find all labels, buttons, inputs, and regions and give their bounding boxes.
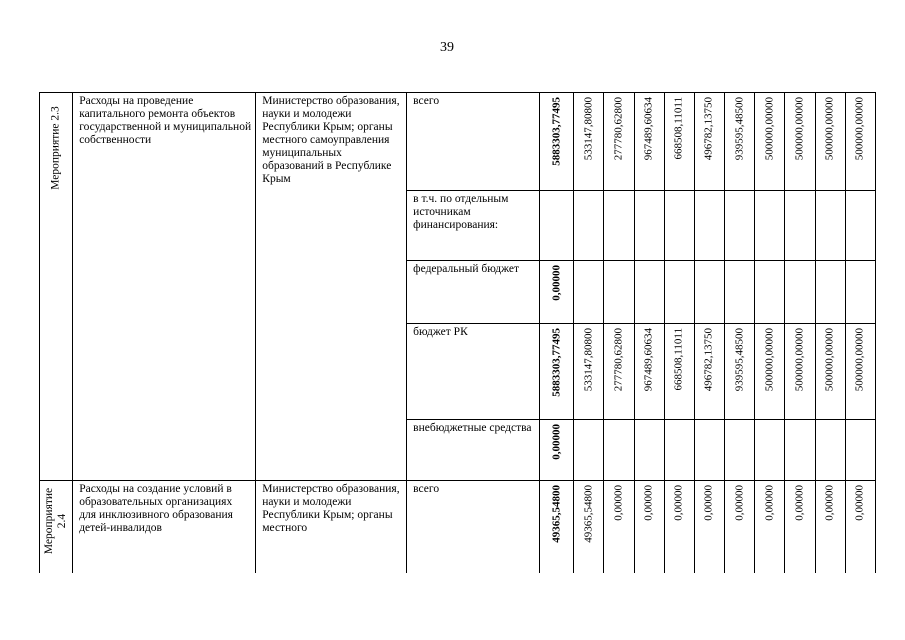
total-amount-cell (539, 420, 573, 481)
year-amount-cell (725, 420, 755, 481)
amount-value: 939595,48500 (733, 97, 746, 161)
funding-source: внебюджетные средства (413, 422, 532, 434)
year-amount-cell (664, 93, 694, 191)
amount-value: 500000,00000 (823, 328, 836, 392)
funding-source: бюджет РК (413, 326, 468, 338)
total-amount-cell (539, 324, 573, 420)
year-amount-cell (815, 191, 845, 261)
year-amount-cell (634, 481, 664, 573)
year-amount-cell (574, 420, 604, 481)
amount-value: 0,00000 (702, 485, 715, 521)
year-amount-cell (634, 261, 664, 324)
amount-value: 496782,13750 (702, 328, 715, 392)
amount-value: 500000,00000 (793, 97, 806, 161)
amount-value: 49365,54800 (582, 485, 595, 543)
amount-value: 0,00000 (763, 485, 776, 521)
year-amount-cell (845, 191, 875, 261)
measure-code (43, 488, 69, 554)
year-amount-cell (725, 191, 755, 261)
funding-source: в т.ч. по отдельным источникам финансирования: (413, 193, 509, 231)
year-amount-cell (815, 420, 845, 481)
year-amount-cell (845, 481, 875, 573)
amount-value: 0,00000 (853, 485, 866, 521)
amount-value: 277780,62800 (612, 328, 625, 392)
funding-source-cell (407, 420, 540, 481)
executor-text: Министерство образования, науки и молодежи Республики Крым; органы местного (262, 483, 400, 534)
year-amount-cell (755, 420, 785, 481)
year-amount-cell (694, 420, 724, 481)
year-amount-cell (574, 481, 604, 573)
funding-source: федеральный бюджет (413, 263, 520, 275)
amount-value: 668508,11011 (672, 97, 685, 160)
year-amount-cell (845, 261, 875, 324)
amount-value: 967489,60634 (642, 328, 655, 392)
year-amount-cell (845, 324, 875, 420)
year-amount-cell (785, 481, 815, 573)
amount-value: 500000,00000 (793, 328, 806, 392)
year-amount-cell (694, 93, 724, 191)
amount-value: 500000,00000 (853, 328, 866, 392)
year-amount-cell (604, 324, 634, 420)
total-amount-cell (539, 93, 573, 191)
amount-value: 0,00000 (672, 485, 685, 521)
year-amount-cell (815, 93, 845, 191)
amount-value: 0,00000 (612, 485, 625, 521)
table-row (40, 93, 876, 191)
year-amount-cell (785, 324, 815, 420)
year-amount-cell (815, 261, 845, 324)
year-amount-cell (634, 191, 664, 261)
amount-value: 496782,13750 (702, 97, 715, 161)
year-amount-cell (725, 93, 755, 191)
funding-source: всего (413, 483, 440, 495)
year-amount-cell (725, 481, 755, 573)
amount-value: 500000,00000 (853, 97, 866, 161)
measure-code: Мероприятие 2.3 (49, 106, 62, 190)
amount-value: 0,00000 (793, 485, 806, 521)
year-amount-cell (725, 261, 755, 324)
total-amount-cell (539, 481, 573, 573)
year-amount-cell (694, 324, 724, 420)
year-amount-cell (664, 191, 694, 261)
amount-value: 0,00000 (823, 485, 836, 521)
amount-value: 500000,00000 (763, 97, 776, 161)
funding-source-cell (407, 481, 540, 573)
year-amount-cell (574, 324, 604, 420)
amount-value: 277780,62800 (612, 97, 625, 161)
measure-name: Расходы на создание условий в образовательных организациях для инклюзивного образования детей-инвалидов (79, 483, 233, 534)
measure-code-line: Мероприятие (43, 487, 56, 555)
year-amount-cell (785, 420, 815, 481)
year-amount-cell (755, 481, 785, 573)
year-amount-cell (664, 481, 694, 573)
year-amount-cell (604, 93, 634, 191)
year-amount-cell (845, 420, 875, 481)
budget-table (39, 92, 876, 573)
amount-value: 500000,00000 (763, 328, 776, 392)
funding-source-cell (407, 324, 540, 420)
amount-value: 500000,00000 (823, 97, 836, 161)
year-amount-cell (574, 93, 604, 191)
amount-value: 0,00000 (733, 485, 746, 521)
amount-value: 0,00000 (642, 485, 655, 521)
year-amount-cell (755, 261, 785, 324)
funding-source: всего (413, 95, 440, 107)
year-amount-cell (664, 261, 694, 324)
year-amount-cell (574, 191, 604, 261)
measure-name: Расходы на проведение капитального ремонта объектов государственной и муниципальной собственности (79, 95, 252, 146)
year-amount-cell (725, 324, 755, 420)
amount-value: 49365,54800 (550, 485, 563, 543)
year-amount-cell (604, 191, 634, 261)
table-row (40, 481, 876, 573)
year-amount-cell (785, 93, 815, 191)
amount-value: 939595,48500 (733, 328, 746, 392)
executor-cell (256, 481, 407, 573)
executor-text: Министерство образования, науки и молодежи Республики Крым; органы местного самоуправления муниципальных образований в Республике Крым (262, 95, 400, 185)
year-amount-cell (785, 191, 815, 261)
year-amount-cell (604, 420, 634, 481)
measure-name-cell (73, 93, 256, 481)
year-amount-cell (785, 261, 815, 324)
amount-value: 5883303,77495 (550, 328, 563, 397)
year-amount-cell (574, 261, 604, 324)
funding-source-cell (407, 93, 540, 191)
amount-value: 533147,80800 (582, 328, 595, 392)
year-amount-cell (664, 324, 694, 420)
total-amount-cell (539, 261, 573, 324)
amount-value: 967489,60634 (642, 97, 655, 161)
year-amount-cell (694, 191, 724, 261)
year-amount-cell (755, 191, 785, 261)
year-amount-cell (694, 481, 724, 573)
amount-value: 0,00000 (550, 424, 563, 460)
year-amount-cell (664, 420, 694, 481)
total-amount-cell (539, 191, 573, 261)
measure-name-cell (73, 481, 256, 573)
amount-value: 5883303,77495 (550, 97, 563, 166)
year-amount-cell (634, 324, 664, 420)
year-amount-cell (694, 261, 724, 324)
funding-source-cell (407, 191, 540, 261)
page-number: 39 (440, 40, 454, 55)
year-amount-cell (634, 93, 664, 191)
amount-value: 533147,80800 (582, 97, 595, 161)
year-amount-cell (815, 324, 845, 420)
measure-code-cell (40, 481, 73, 573)
amount-value: 668508,11011 (672, 328, 685, 391)
year-amount-cell (755, 324, 785, 420)
year-amount-cell (604, 261, 634, 324)
year-amount-cell (755, 93, 785, 191)
measure-code-number: 2.4 (56, 513, 69, 529)
measure-code-cell (40, 93, 73, 481)
amount-value: 0,00000 (550, 265, 563, 301)
executor-cell (256, 93, 407, 481)
year-amount-cell (815, 481, 845, 573)
year-amount-cell (604, 481, 634, 573)
year-amount-cell (634, 420, 664, 481)
year-amount-cell (845, 93, 875, 191)
funding-source-cell (407, 261, 540, 324)
